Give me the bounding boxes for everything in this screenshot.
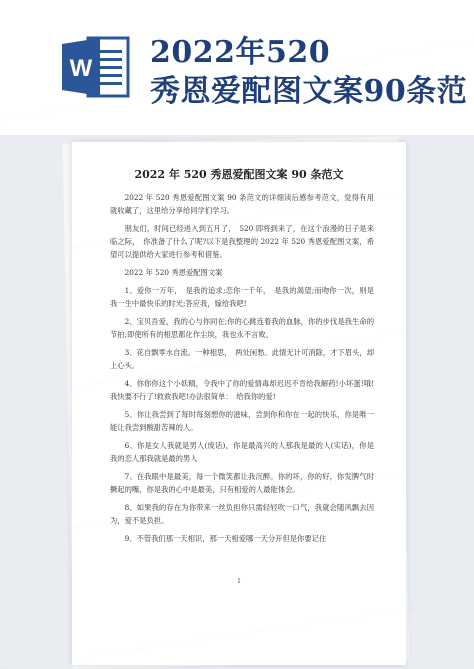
list-item: 9、不管我们那一天相识，那一天相爱哪一天分开但是你要记住 [124, 533, 327, 543]
list-item: 5、你让我尝到了每时每刻想你的滋味，尝到你和你在一起的快乐，你是唯一能让我尝到酸甜苦辣的人。 [110, 409, 374, 432]
paragraph: 朋友们，时间已经进入到五月了， 520 即将到来了，在这个浪漫的日子是来临之际， 你准备了什么了呢?以下是我整理的 2022 年 520 秀恩爱配图文案，希望可以提供给大家进行参考和借鉴。 [110, 223, 374, 259]
section-heading: 2022 年 520 秀恩爱配图文案 [124, 267, 223, 277]
header-banner [0, 0, 474, 135]
document-page [72, 142, 406, 665]
list-item: 6、你是女人我就是男人(废话)，你是最高兴的人那我是最的人(实话)，你是我的恋人那我就是最的男人 [110, 440, 374, 463]
word-doc-icon [60, 34, 132, 100]
document-title: 2022 年 520 秀恩爱配图文案 90 条范文 [134, 168, 344, 181]
paragraph: 2022 年 520 秀恩爱配图文案 90 条范文的详细读后感参考范文，觉得有用就收藏了，这里给分享给同学们学习。 [110, 193, 374, 215]
list-item: 7、在我眼中是最美，每一个微笑都让我沉醉。你的坏，你的好，你发脾气时撅起的嘴，你是我的心中是最美，只有相爱的人最能体会。 [110, 471, 374, 494]
document-body [110, 192, 374, 551]
list-item: 4、你你你这个小妖精，令我中了你的爱情毒却迟迟不肯给我解药!小坏蛋!哦!我快要不行了!救救我吧!办法很简单： 给我你的爱! [110, 378, 374, 401]
svg-text:W: W [69, 55, 93, 82]
list-item: 1、爱你一万年， 是我的追求;恋你一千年， 是我的渴望;而吻你一次，则是我一生中最快乐的时光;答应我，嫁给我吧! [110, 285, 374, 308]
list-item: 8、如果我的存在为你带来一丝负担你只需轻轻吹一口气，我就会随风飘去因为，爱不是负担。 [110, 502, 374, 525]
banner-title-line1: 2022年520 [150, 35, 331, 70]
page-number: 1 [237, 578, 241, 585]
banner-title-line2: 秀恩爱配图文案90条范 [150, 74, 468, 109]
list-item: 3、花自飘零水自流。一种相思， 两处闲愁。此情无计可消除，才下眉头，却上心头。 [110, 347, 374, 370]
list-item: 2、宝贝吾爱，我的心与你同在;你的心跳连着我的血脉，你的步伐是我生命的节拍;即使所有的相思都化作尘埃，我也永不言败。 [110, 316, 374, 339]
